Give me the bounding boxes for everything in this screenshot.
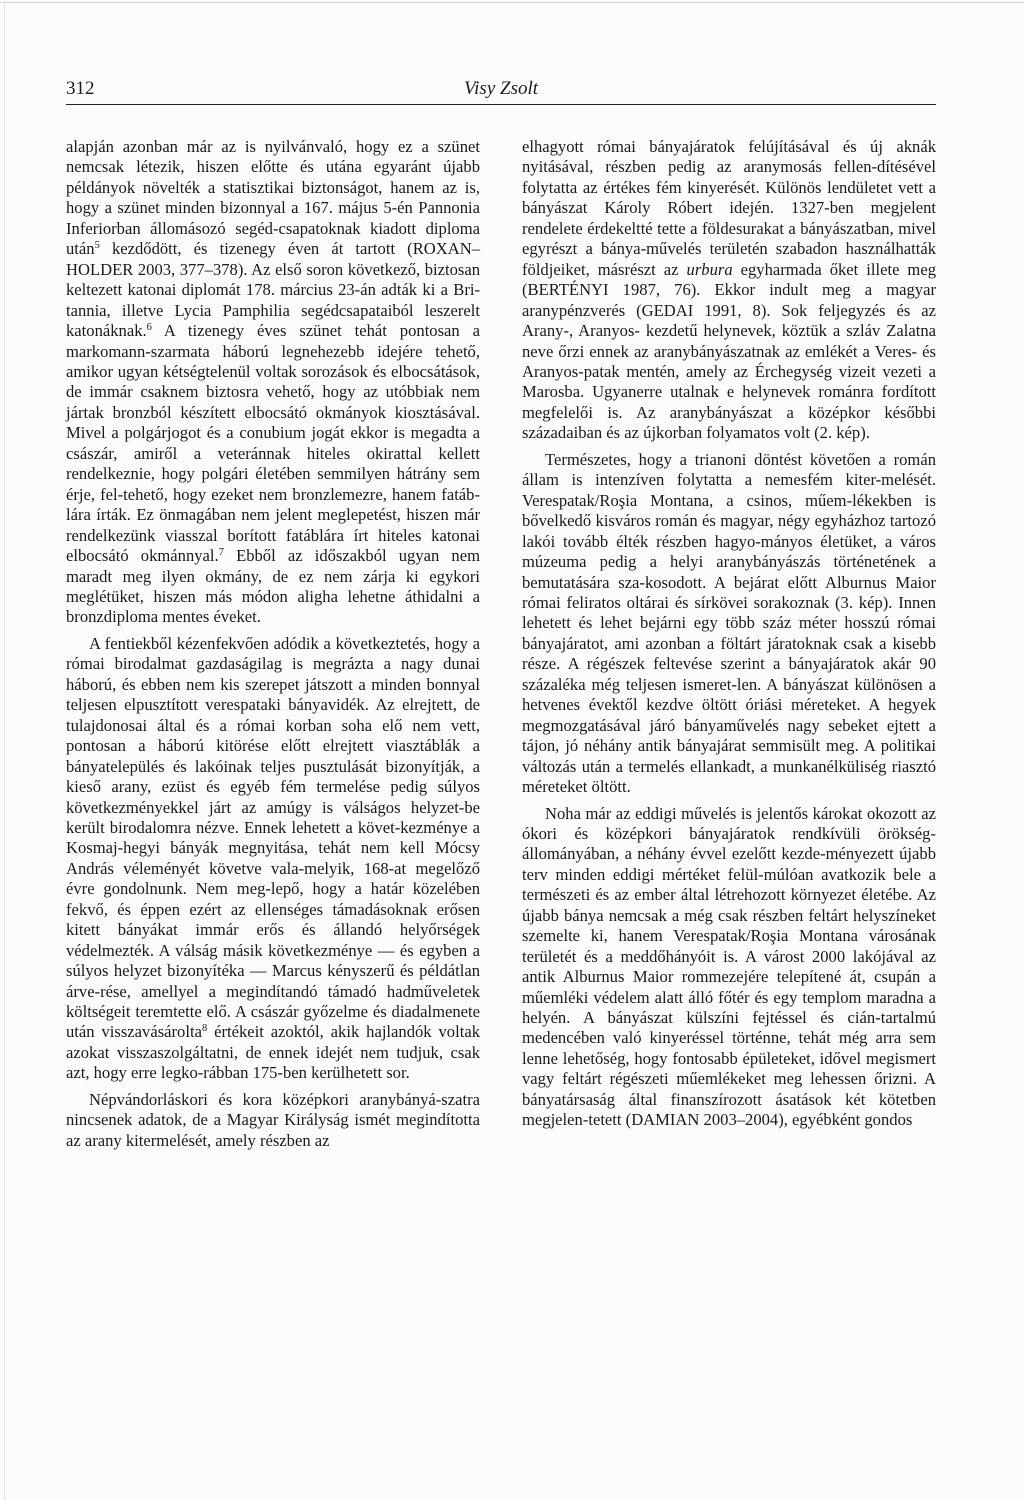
left-paragraph-1 (66, 137, 480, 628)
text-segment: értékeit azoktól, akik hajlandók voltak azokat visszaszolgáltatni, de ennek idejét nem tudjuk, csak azt, hogy erre legko-rábban 175-ben kerülhetett sor. (66, 1022, 480, 1083)
right-paragraph-3: Noha már az eddigi művelés is jelentős károkat okozott az ókori és középkori bányajáratok rendkívüli örökség-állományában, a néhány évvel ezelőtt kezde-ményezett újabb terv minden eddigi mértéket felül-múlóan avatkozik bele a természeti és az ember által létrehozott környezet életébe. Az újabb bánya nemcsak a még csak részben feltárt helyszíneket szemelte ki, hanem Verespatak/Roşia Montana városának területét és a meddőhányóit is. A várost 2000 lakójával az antik Alburnus Maior rommezejére telepítené át, csupán a műemléki védelem alatt álló főtér és egy templom maradna a helyén. A bányászat külszíni fejtéssel és cián-tartalmú medencében való kinyeréssel történne, tehát még arra sem lenne lehetőség, hogy fontosabb épületeket, idővel megismert vagy feltárt régészeti műemlékeket meg lehessen őrizni. A bányatársaság által finanszírozott ásatások két kötetben megjelen-tetett (DAMIAN 2003–2004), egyébként gondos (522, 803, 936, 1130)
text-segment: A tizenegy éves szünet tehát pontosan a markomann-szarmata háború legnehezebb idejére tehető, amikor ugyan kétségtelenül voltak sorozások és elbocsátások, de immár csaknem biztosra vehető, hogy az utóbbiak nem jártak bronzból készített elbocsátó okmányok kiosztásával. Mivel a polgárjogot és a conubium jogát ekkor is megadta a császár, amiről a veteránnak hiteles okirattal kellett rendelkeznie, hogy polgári életében semmilyen hátrány sem érje, fel-tehető, hogy ezeket nem bronzlemezre, hanem fatáb-lára írták. Ez önmagában nem jelent meglepetést, hiszen már rendelkezünk viasszal borított fatáblára írt hiteles katonai elbocsátó okmánnyal. (66, 321, 480, 566)
page-number: 312 (66, 78, 95, 99)
footnote-ref-8: 8 (201, 1023, 208, 1035)
text-segment: alapján azonban már az is nyilvánvaló, hogy ez a szünet nemcsak létezik, hiszen előtte és utána egyaránt újabb példányok növelték a statisztikai biztonságot, hanem az is, hogy a szünet minden bizonnyal a 167. május 5-én Pannonia Inferiorban állomásozó segéd-csapatoknak kiadott diploma után (66, 137, 480, 259)
right-paragraph-1 (522, 137, 936, 444)
left-paragraph-2 (66, 634, 480, 1084)
text-segment: A fentiekből kézenfekvően adódik a következtetés, hogy a római birodalmat gazdaságilag is megrázta a nagy dunai háború, és ebben nem kis szerepet játszott a minden bonnyal teljesen elpusztított verespataki bányavidék. Az elrejtett, de tulajdonosai által és a római korban soha elő nem vett, pontosan a háború kitörése előtt elrejtett viasztáblák a bányatelepülés és lakóinak teljes pusztulását bizonyítják, a kieső arany, ezüst és egyéb fém termelése pedig súlyos következményekkel járt az amúgy is válságos helyzet-be került birodalomra nézve. Ennek lehetett a követ-kezménye a Kosmaj-hegyi bányák megnyitása, tehát nem kell Mócsy András véleményét követve vala-melyik, 168-at megelőző évre gondolnunk. Nem meg-lepő, hogy a határ közelében fekvő, és éppen ezért az ellenséges támadásoknak erősen kitett bányákat immár erős és állandó helyőrségek védelmezték. A válság másik következménye — és egyben a súlyos helyzet bizonyítéka — Marcus kényszerű és példátlan árve-rése, amellyel a megindítandó támadó hadműveletek költségeit teremtette elő. A császár győzelme és diadalmenete után visszavásárolta (66, 633, 480, 1042)
footnote-ref-7: 7 (218, 547, 224, 559)
right-paragraph-2: Természetes, hogy a trianoni döntést követően a román állam is intenzíven folytatta a nemesfém kiter-melését. Verespatak/Roşia Montana, a csinos, műem-lékekben is bővelkedő kisváros román és magyar, négy egyházhoz tartozó lakói tovább élték részben hagyo-mányos életüket, a város múzeuma pedig a helyi aranybányászás történetének a bemutatására sza-kosodott. A bejárat előtt Alburnus Maior római feliratos oltárai és sírkövei sorakoznak (3. kép). Innen lehetett és lehet bejárni egy több száz méter hosszú római bányajáratot, ami azonban a föltárt járatoknak csak a kisebb része. A régészek feltevése szerint a bányajáratok akár 90 százaléka még teljesen ismeret-len. A bányászat különösen a hetvenes évektől kezdve öltött óriási méreteket. A hegyek megmozgatásával járó bányaművelés nagy sebeket ejtett a tájon, jó néhány antik bányajárat semmisült meg. A politikai változás után a termelés ellankadt, a munkanélküliség riasztó méreteket öltött. (522, 449, 936, 797)
scan-edge-left (4, 0, 5, 1500)
left-column (66, 137, 480, 1151)
scan-edge-top (0, 2, 1024, 3)
text-segment: elhagyott római bányajáratok felújításával és új aknák nyitásával, részben pedig az aranymosás fellen-dítésével folytatta az értékes fém kinyerését. Különös lendületet vett a bányászat Károly Róbert idején. 1327-ben megjelent rendelete érdekeltté tette a földesurakat a bányászatban, mivel egyrészt a bánya-művelés területén szabadon használhatták földjeiket, másrészt az (522, 137, 936, 279)
text-segment: egyharmada őket illete meg (BERTÉNYI 1987, 76). Ekkor indult meg a magyar aranypénzverés (GEDAI 1991, 8). Sok feljegyzés és az Arany-, Aranyos- kezdetű helynevek, köztük a szláv Zalatna neve őrzi ennek az aranybányászatnak az emlékét a Veres- és Aranyos-patak mentén, amely az Érchegység vizeit vezeti a Marosba. Ugyanerre utalnak e helynevek románra fordított megfelelői is. Az aranybányászat a középkor későbbi századaiban és az újkorban folyamatos volt (2. kép). (522, 259, 937, 443)
running-head-author: Visy Zsolt (463, 78, 539, 99)
left-paragraph-3: Népvándorláskori és kora középkori aranybányá-szatra nincsenek adatok, de a Magyar Királyság ismét megindította az arany kitermelését, amely részben az (66, 1089, 480, 1150)
page-header (66, 78, 936, 105)
footnote-ref-6: 6 (146, 322, 152, 334)
text-segment: kezdődött, és tizenegy éven át tartott (ROXAN–HOLDER 2003, 377–378). Az első soron következő, biztosan keltezett katonai diplomát 178. március 23-án adták ki a Bri-tannia, illetve Lycia Pamphilia segédcsapataiból leszerelt katonáknak. (66, 239, 480, 341)
right-column (522, 137, 936, 1131)
footnote-ref-5: 5 (94, 240, 100, 252)
italic-term: urbura (686, 259, 733, 279)
text-segment: Ebből az időszakból ugyan nem maradt meg ilyen okmány, de ez nem zárja ki egykori meglétüket, hiszen más módon aligha lehetne áthidalni a bronzdiploma mentes éveket. (66, 546, 480, 627)
